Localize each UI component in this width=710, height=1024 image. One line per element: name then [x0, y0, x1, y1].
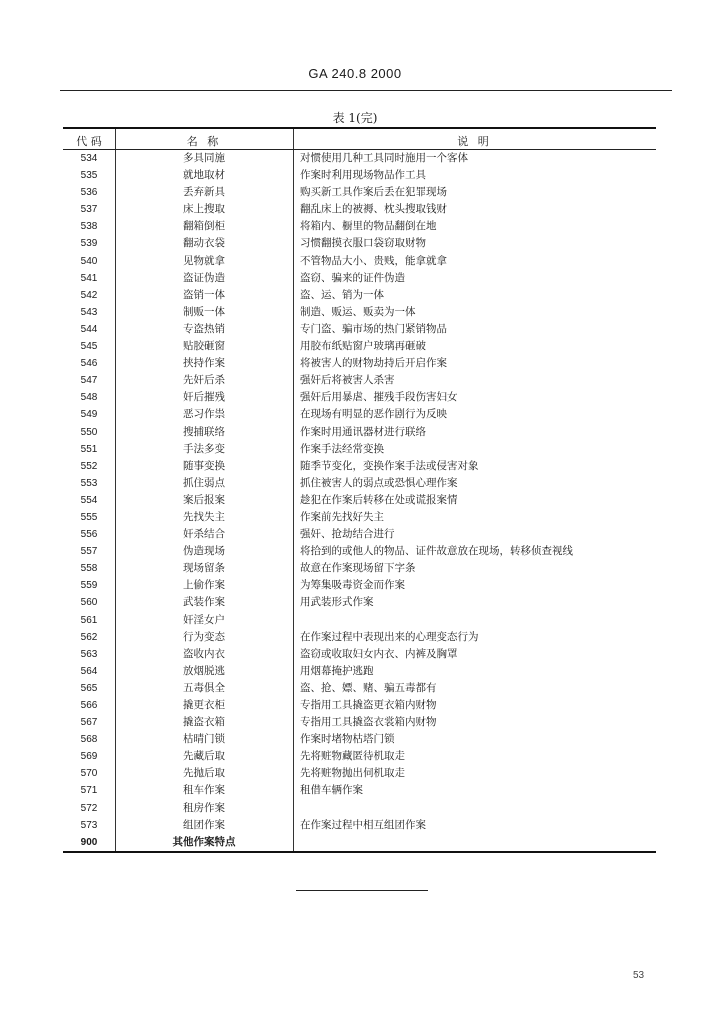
row-name: 撬更衣柜: [183, 699, 225, 711]
row-name: 盗销一体: [183, 288, 225, 301]
row-name: 多具同施: [183, 152, 225, 164]
row-description: 对惯使用几种工具同时施用一个客体: [300, 152, 468, 164]
row-code: 551: [80, 443, 98, 455]
table-row: [63, 577, 656, 594]
table-row: [63, 287, 656, 304]
table-row: [63, 834, 656, 851]
table-row: [63, 509, 656, 526]
row-code: 543: [80, 306, 98, 318]
standard-code: GA 240.8 2000: [308, 66, 402, 81]
row-name: 先抛后取: [183, 767, 225, 780]
page-number: 53: [633, 970, 645, 981]
table-row: [63, 389, 656, 406]
row-code: 558: [80, 563, 98, 575]
row-name: 案后报案: [183, 493, 225, 506]
row-code: 547: [80, 375, 98, 387]
row-code: 569: [80, 751, 98, 763]
row-name: 租房作案: [183, 801, 225, 814]
row-code: 570: [80, 768, 98, 780]
table-row: [63, 731, 656, 748]
row-description: 将拾到的或他人的物品、证件故意放在现场，转移侦查视线: [300, 545, 573, 558]
row-code: 545: [80, 341, 98, 353]
row-code: 537: [80, 204, 98, 216]
row-name: 奸杀结合: [183, 528, 225, 541]
row-code: 562: [80, 631, 98, 643]
table-row: [63, 304, 656, 321]
row-name: 伪造现场: [183, 545, 225, 558]
row-name: 抓住弱点: [183, 476, 225, 489]
row-name: 现场留条: [183, 562, 225, 575]
row-name: 盗收内衣: [183, 647, 225, 660]
table-row: [63, 680, 656, 697]
row-name: 翻动衣袋: [183, 237, 225, 250]
row-code: 549: [80, 409, 98, 421]
row-name: 组团作案: [183, 818, 225, 831]
row-description: 为筹集吸毒资金而作案: [300, 579, 405, 592]
row-code: 563: [80, 648, 98, 660]
row-name: 挟持作案: [183, 357, 225, 370]
row-description: 翻乱床上的被褥、枕头搜取钱财: [300, 203, 447, 216]
row-code: 568: [80, 734, 98, 746]
table-row: [63, 218, 656, 235]
row-code: 542: [80, 289, 98, 301]
table-row: [63, 646, 656, 663]
table-row: [63, 714, 656, 731]
row-description: 租借车辆作案: [300, 784, 363, 797]
code-column-header: 代 码: [76, 135, 102, 148]
row-description: 用胶布纸贴窗户玻璃再砸破: [300, 340, 426, 353]
table-row: [63, 150, 656, 167]
row-name: 专盗热销: [183, 322, 225, 335]
row-name: 先藏后取: [183, 750, 225, 763]
table-row: [63, 167, 656, 184]
row-description: 先将赃物抛出伺机取走: [300, 767, 405, 780]
desc-column-header: 说 明: [457, 135, 492, 148]
row-description: 制造、贩运、贩卖为一体: [300, 305, 416, 318]
row-description: 习惯翻摸衣服口袋窃取财物: [300, 237, 426, 250]
row-code: 538: [80, 221, 98, 233]
row-code: 550: [80, 426, 98, 438]
row-code: 566: [80, 700, 98, 711]
row-description: 盗窃、骗来的证件伪造: [300, 271, 405, 284]
row-description: 强奸、抢劫结合进行: [300, 528, 395, 541]
row-description: 强奸后将被害人杀害: [300, 374, 395, 387]
row-description: 不管物品大小、贵贱，能拿就拿: [300, 254, 447, 267]
row-code: 561: [80, 614, 98, 626]
row-name: 武装作案: [183, 596, 225, 609]
row-code: 553: [80, 477, 98, 489]
row-name: 奸淫女户: [183, 613, 225, 626]
table-row: [63, 543, 656, 560]
row-name: 租车作案: [183, 784, 225, 797]
row-code: 539: [80, 238, 98, 250]
row-description: 强奸后用暴虐、摧残手段伤害妇女: [300, 391, 458, 404]
table-row: [63, 270, 656, 287]
row-name: 奸后摧残: [183, 391, 225, 404]
row-description: 盗窃或收取妇女内衣、内裤及胸罩: [300, 647, 458, 660]
row-code: 564: [80, 665, 98, 677]
row-code: 552: [80, 460, 98, 472]
row-code: 567: [80, 717, 98, 729]
row-name: 贴胶砸窗: [183, 340, 225, 353]
row-name: 先找失主: [183, 510, 225, 523]
row-description: 用武装形式作案: [300, 596, 374, 609]
row-name: 制贩一体: [183, 305, 225, 318]
row-description: 购买新工具作案后丢在犯罪现场: [300, 186, 447, 199]
table-row: [63, 235, 656, 252]
row-name: 其他作案特点: [172, 835, 236, 848]
row-code: 546: [80, 358, 98, 370]
row-code: 557: [80, 546, 98, 558]
row-name: 手法多变: [183, 442, 225, 455]
table-row: [63, 663, 656, 680]
row-code: 559: [80, 580, 98, 592]
row-name: 恶习作祟: [183, 408, 225, 421]
table-row: [63, 817, 656, 834]
row-code: 544: [80, 323, 98, 335]
table-row: [63, 338, 656, 355]
row-code: 571: [80, 785, 98, 797]
row-description: 用烟幕掩护逃跑: [300, 664, 374, 677]
row-description: 专指用工具撬盗更衣箱内财物: [300, 699, 437, 711]
header-rule: [60, 90, 672, 91]
row-name: 翻箱倒柜: [183, 220, 225, 233]
row-name: 就地取材: [183, 169, 225, 182]
table-row: [63, 594, 656, 611]
table-row: [63, 629, 656, 646]
row-name: 行为变态: [183, 630, 225, 643]
table-row: [63, 492, 656, 509]
row-description: 在作案过程中表现出来的心理变态行为: [300, 630, 479, 643]
table-row: [63, 475, 656, 492]
row-description: 作案时堵物枯塔门锁: [300, 733, 395, 746]
row-code: 554: [80, 494, 98, 506]
row-description: 作案时利用现场物品作工具: [300, 169, 426, 182]
row-code: 565: [80, 682, 98, 694]
table-body: [63, 150, 656, 851]
table-row: [63, 782, 656, 799]
table-row: [63, 321, 656, 338]
table-row: [63, 697, 656, 714]
row-description: 专门盗、骗市场的热门紧销物品: [300, 322, 447, 335]
name-column-header: 名 称: [186, 135, 222, 148]
table-row: [63, 253, 656, 270]
row-name: 撬盗衣箱: [183, 716, 225, 729]
row-code: 548: [80, 392, 98, 404]
row-description: 在作案过程中相互组团作案: [300, 818, 426, 831]
row-name: 搜捕联络: [183, 425, 225, 438]
row-description: 趁犯在作案后转移在处或谎报案情: [300, 493, 458, 506]
table-title: 表 1(完): [332, 111, 378, 125]
row-code: 540: [80, 255, 98, 267]
table-row: [63, 560, 656, 577]
table-row: [63, 748, 656, 765]
table-row: [63, 406, 656, 423]
row-code: 900: [80, 836, 98, 848]
row-description: 在现场有明显的恶作剧行为反映: [300, 408, 447, 421]
row-name: 先奸后杀: [183, 374, 225, 387]
row-description: 故意在作案现场留下字条: [300, 562, 416, 575]
row-description: 将箱内、橱里的物品翻倒在地: [300, 220, 437, 233]
row-name: 床上搜取: [183, 203, 225, 216]
table-row: [63, 201, 656, 218]
table-row: [63, 765, 656, 782]
table-row: [63, 800, 656, 817]
end-rule: [296, 890, 428, 891]
row-code: 573: [80, 819, 98, 831]
row-description: 抓住被害人的弱点或恐惧心理作案: [300, 476, 458, 489]
row-code: 560: [80, 597, 98, 609]
row-code: 535: [80, 170, 98, 182]
row-code: 555: [80, 511, 98, 523]
table-row: [63, 355, 656, 372]
row-name: 放烟脱逃: [183, 664, 225, 677]
table-row: [63, 441, 656, 458]
row-name: 丢弃新具: [183, 186, 225, 199]
row-name: 见物就拿: [183, 254, 225, 267]
table-header: [63, 129, 656, 150]
row-code: 556: [80, 529, 98, 541]
row-description: 盗、抢、嫖、赌、骗五毒都有: [300, 681, 437, 694]
table-row: [63, 458, 656, 475]
table-row: [63, 184, 656, 201]
row-code: 541: [80, 272, 98, 284]
row-name: 五毒俱全: [183, 681, 225, 694]
row-name: 上偷作案: [183, 579, 225, 592]
row-description: 盗、运、销为一体: [300, 288, 384, 301]
row-description: 作案手法经常变换: [300, 442, 384, 455]
row-name: 枯晴门锁: [183, 733, 225, 746]
row-description: 作案时用通讯器材进行联络: [300, 425, 426, 438]
row-code: 536: [80, 187, 98, 199]
row-name: 盗证伪造: [183, 271, 225, 284]
table-row: [63, 424, 656, 441]
row-description: 专指用工具撬盗衣裳箱内财物: [300, 716, 437, 729]
row-description: 将被害人的财物劫持后开启作案: [300, 357, 447, 370]
table-row: [63, 526, 656, 543]
data-table: [63, 127, 656, 853]
row-code: 534: [80, 153, 98, 164]
row-name: 随事变换: [183, 459, 225, 472]
row-code: 572: [80, 802, 98, 814]
row-description: 随季节变化，变换作案手法或侵害对象: [300, 459, 479, 472]
row-description: 作案前先找好失主: [300, 510, 384, 523]
table-row: [63, 612, 656, 629]
table-row: [63, 372, 656, 389]
row-description: 先将赃物藏匿待机取走: [300, 750, 405, 763]
